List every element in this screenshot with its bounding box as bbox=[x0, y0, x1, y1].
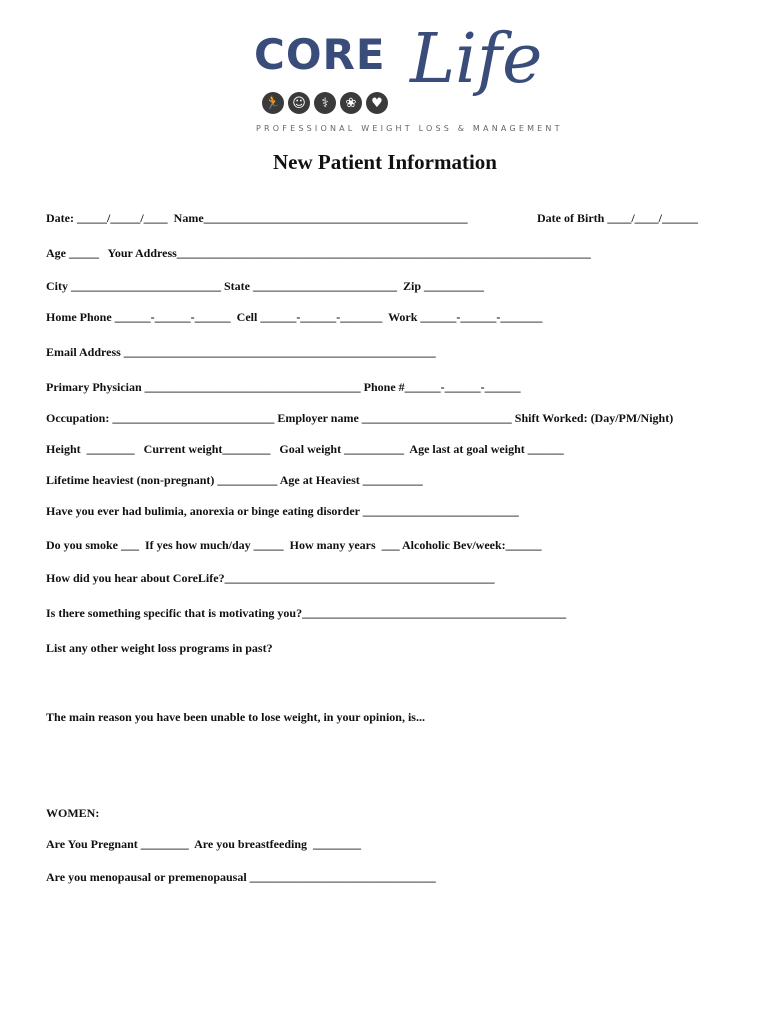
city-state-zip-line: City _________________________ State ________________________ Zip __________ bbox=[46, 279, 484, 293]
motivation-line: Is there something specific that is motivating you?____________________________________________ bbox=[46, 606, 567, 620]
logo-tagline: PROFESSIONAL WEIGHT LOSS & MANAGEMENT bbox=[256, 124, 563, 133]
main-reason-line: The main reason you have been unable to lose weight, in your opinion, is... bbox=[46, 710, 425, 724]
corelife-logo bbox=[250, 20, 563, 136]
smoke-alcohol-line: Do you smoke ___ If yes how much/day _____ How many years ___ Alcoholic Bev/week:______ bbox=[46, 538, 542, 552]
women-heading: WOMEN: bbox=[46, 806, 100, 820]
phone-line: Home Phone ______-______-______ Cell ______-______-_______ Work ______-______-_______ bbox=[46, 310, 543, 324]
caduceus-icon: ⚕ bbox=[314, 92, 336, 114]
logo-life-text: Life bbox=[410, 20, 543, 99]
date-name-line: Date: _____/_____/____ Name____________________________________________ bbox=[46, 211, 468, 225]
lifetime-heaviest-line: Lifetime heaviest (non-pregnant) __________ Age at Heaviest __________ bbox=[46, 473, 423, 487]
email-line: Email Address ____________________________________________________ bbox=[46, 345, 436, 359]
heart-icon: ♥ bbox=[366, 92, 388, 114]
past-programs-line: List any other weight loss programs in past? bbox=[46, 641, 273, 655]
pregnant-line: Are You Pregnant ________ Are you breastfeeding ________ bbox=[46, 837, 361, 851]
page-title: New Patient Information bbox=[273, 150, 497, 174]
logo-icons bbox=[262, 92, 388, 114]
logo-core-text: CORE bbox=[254, 30, 386, 79]
date-of-birth-line: Date of Birth ____/____/______ bbox=[537, 211, 698, 225]
runner-icon: 🏃 bbox=[262, 92, 284, 114]
age-address-line: Age _____ Your Address_____________________________________________________________________ bbox=[46, 246, 591, 260]
height-weight-line: Height ________ Current weight________ Goal weight __________ Age last at goal weight ______ bbox=[46, 442, 564, 456]
eating-disorder-line: Have you ever had bulimia, anorexia or binge eating disorder __________________________ bbox=[46, 504, 519, 518]
apple-icon: ❀ bbox=[340, 92, 362, 114]
hear-about-line: How did you hear about CoreLife?_____________________________________________ bbox=[46, 571, 495, 585]
physician-line: Primary Physician ____________________________________ Phone #______-______-______ bbox=[46, 380, 521, 394]
menopausal-line: Are you menopausal or premenopausal _______________________________ bbox=[46, 870, 436, 884]
person-icon: ☺ bbox=[288, 92, 310, 114]
occupation-line: Occupation: ___________________________ Employer name _________________________ Shift Worked: (Day/PM/Night) bbox=[46, 411, 674, 425]
